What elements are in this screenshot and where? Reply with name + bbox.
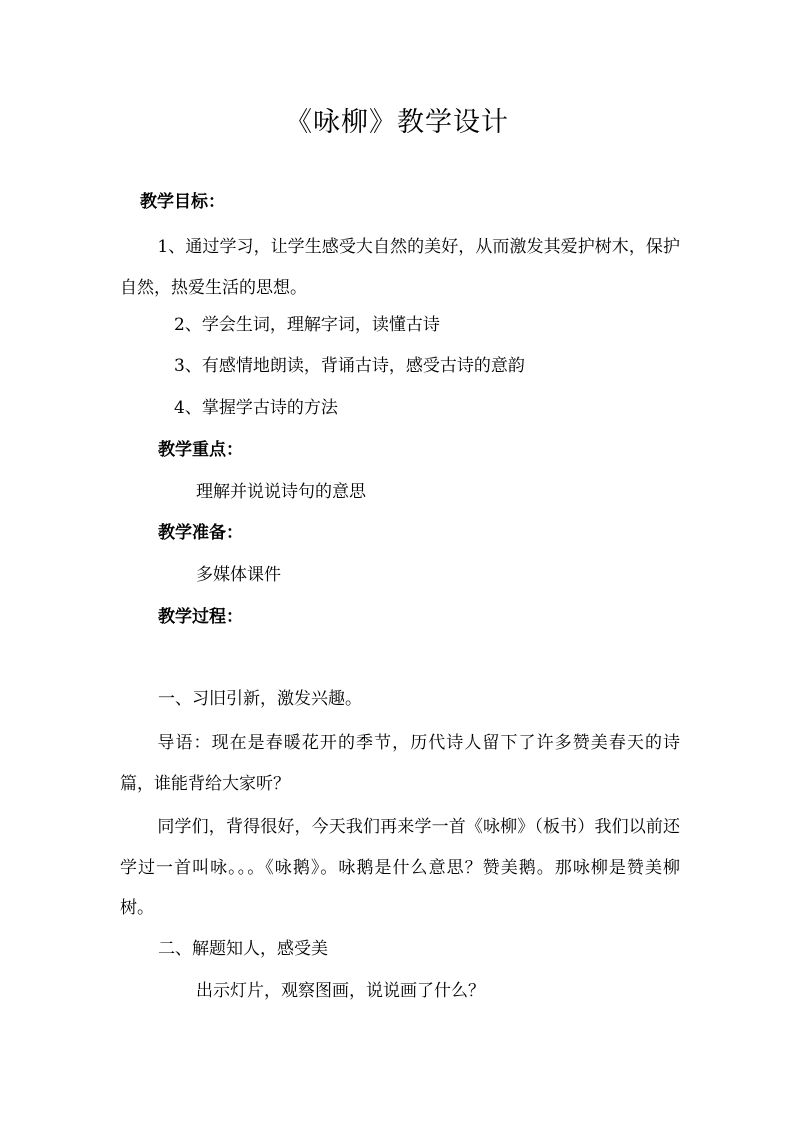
objective-item-1: 1、通过学习，让学生感受大自然的美好，从而激发其爱护树木，保护自然，热爱生活的思想。 <box>120 237 680 298</box>
objective-item-2: 2、学会生词，理解字词，读懂古诗 <box>174 315 440 335</box>
key-point-text: 理解并说说诗句的意思 <box>196 482 366 502</box>
section-1-paragraph-2: 同学们，背得很好，今天我们再来学一首《咏柳》（板书）我们以前还学过一首叫咏。。。《咏鹅》。咏鹅是什么意思？赞美鹅。那咏柳是赞美柳树。 <box>120 817 680 918</box>
process-heading: 教学过程： <box>158 607 243 627</box>
objectives-heading: 教学目标： <box>140 192 225 212</box>
objective-item-3: 3、有感情地朗读，背诵古诗，感受古诗的意韵 <box>174 356 525 376</box>
section-1-heading: 一、习旧引新，激发兴趣。 <box>158 689 362 709</box>
section-2-paragraph-1: 出示灯片，观察图画，说说画了什么？ <box>196 981 485 1001</box>
section-2-heading: 二、解题知人，感受美 <box>158 939 328 959</box>
section-1-paragraph-1: 导语：现在是春暖花开的季节，历代诗人留下了许多赞美春天的诗篇，谁能背给大家听？ <box>120 733 680 794</box>
key-point-heading: 教学重点： <box>158 440 243 460</box>
document-title: 《咏柳》教学设计 <box>285 107 509 138</box>
preparation-heading: 教学准备： <box>158 523 243 543</box>
preparation-text: 多媒体课件 <box>196 565 281 585</box>
objective-item-4: 4、掌握学古诗的方法 <box>174 398 338 418</box>
